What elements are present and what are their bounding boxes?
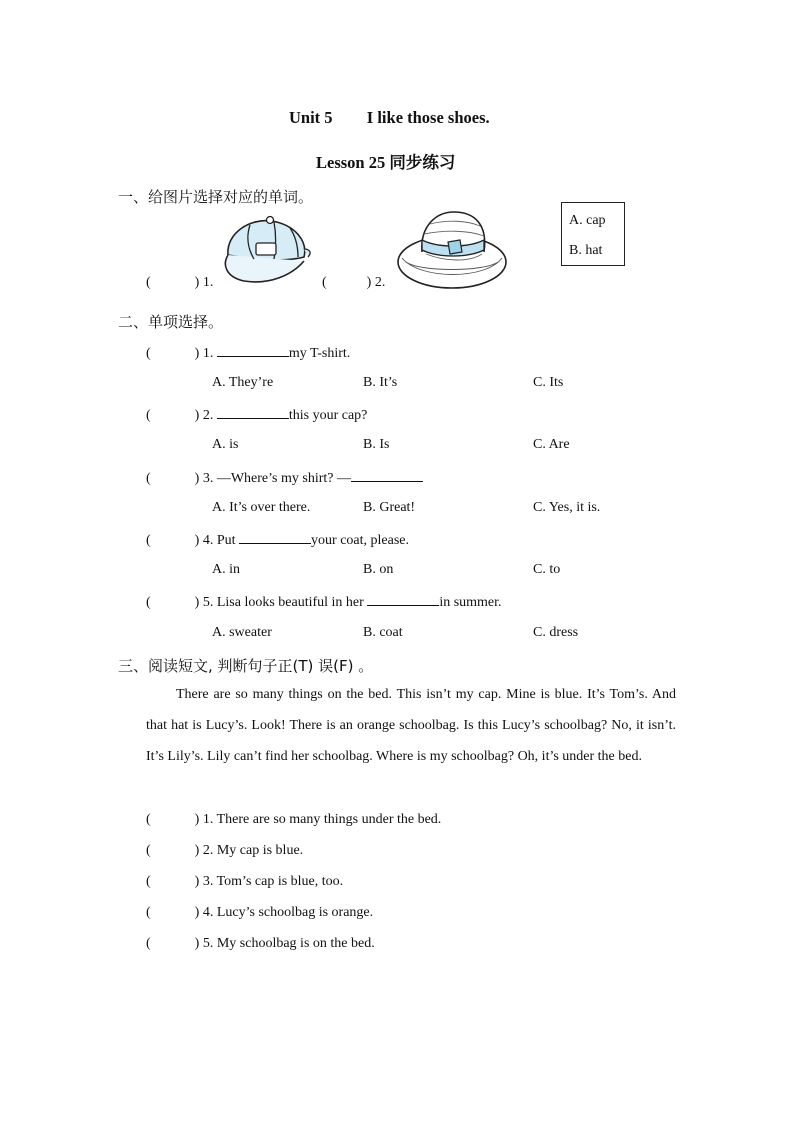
answer-blank[interactable] (351, 469, 423, 482)
answer-bracket: ( (146, 905, 151, 920)
part3-heading: 三、阅读短文, 判断句子正(T) 误(F) 。 (118, 657, 374, 675)
passage-text: There are so many things on the bed. This isn’t my cap. Mine is blue. It’s Tom’s. And that hat is Lucy’s. Look! There is an orange schoolbag. Is this Lucy’s schoolbag? No, it isn’t. It’s Lily’s. Lily can’t find her schoolbag. Where is my schoolbag? Oh, it’s under the bed. (146, 687, 676, 764)
mc-option-4c: C. to (533, 562, 561, 577)
answer-blank[interactable] (239, 531, 311, 544)
answer-bracket: ( (146, 812, 151, 827)
word-options-box (561, 202, 625, 266)
answer-blank[interactable] (217, 406, 289, 419)
part1-question-1 (146, 275, 213, 291)
question-text-end: your coat, please. (311, 533, 409, 548)
answer-bracket: ( (146, 346, 151, 361)
option-a: A. cap (569, 213, 606, 228)
answer-blank[interactable] (367, 593, 439, 606)
mc-option-1b: B. It’s (363, 375, 398, 390)
statement-number: ) 4. (194, 905, 214, 920)
part1-heading: 一、给图片选择对应的单词。 (118, 188, 314, 206)
unit-title (289, 108, 490, 128)
reading-passage (146, 679, 676, 772)
mc-option-3c: C. Yes, it is. (533, 500, 601, 515)
mc-option-1a: A. They’re (212, 375, 274, 390)
question-text: my T-shirt. (288, 346, 351, 361)
answer-bracket: ( (146, 471, 151, 486)
answer-bracket-open: ( (322, 275, 327, 290)
mc-option-3a: A. It’s over there. (212, 500, 311, 515)
question-number: ) 2. (194, 408, 214, 423)
mc-question-4 (146, 531, 409, 549)
question-text-end: in summer. (439, 595, 502, 610)
answer-bracket: ( (146, 595, 151, 610)
answer-blank[interactable] (217, 344, 289, 357)
answer-bracket: ( (146, 874, 151, 889)
question-number: ) 1. (194, 346, 214, 361)
statement-text: My schoolbag is on the bed. (216, 936, 375, 951)
mc-question-1 (146, 344, 350, 362)
part1-question-2 (322, 275, 385, 291)
statement-text: There are so many things under the bed. (216, 812, 442, 827)
unit-subtitle: I like those shoes. (366, 108, 490, 127)
answer-bracket: ( (146, 408, 151, 423)
tf-statement-5 (146, 936, 375, 952)
mc-question-2 (146, 406, 367, 424)
part2-heading: 二、单项选择。 (118, 313, 224, 331)
mc-option-1c: C. Its (533, 375, 564, 390)
unit-number: Unit 5 (289, 108, 333, 127)
tf-statement-4 (146, 905, 373, 921)
mc-option-5c: C. dress (533, 625, 579, 640)
question-number: 1. (202, 275, 214, 290)
baseball-cap-illustration (220, 213, 315, 285)
question-text: —Where’s my shirt? — (216, 471, 351, 486)
statement-number: ) 5. (194, 936, 214, 951)
question-number: ) 4. (194, 533, 214, 548)
mc-option-5b: B. coat (363, 625, 403, 640)
mc-option-4a: A. in (212, 562, 240, 577)
tf-statement-3 (146, 874, 343, 890)
mc-question-5 (146, 593, 502, 611)
answer-bracket: ( (146, 936, 151, 951)
mc-option-3b: B. Great! (363, 500, 416, 515)
mc-option-2a: A. is (212, 437, 239, 452)
question-text: this your cap? (288, 408, 368, 423)
question-number: ) 3. (194, 471, 214, 486)
statement-text: My cap is blue. (216, 843, 304, 858)
question-text: Put (216, 533, 240, 548)
tf-statement-1 (146, 812, 441, 828)
statement-text: Tom’s cap is blue, too. (216, 874, 344, 889)
tf-statement-2 (146, 843, 303, 859)
statement-text: Lucy’s schoolbag is orange. (216, 905, 374, 920)
answer-bracket-close: ) (366, 275, 372, 290)
mc-option-2c: C. Are (533, 437, 570, 452)
statement-number: ) 1. (194, 812, 214, 827)
statement-number: ) 2. (194, 843, 214, 858)
question-number: 2. (374, 275, 386, 290)
answer-bracket-open: ( (146, 275, 151, 290)
question-text: Lisa looks beautiful in her (216, 595, 368, 610)
answer-bracket: ( (146, 843, 151, 858)
answer-bracket-close: ) (194, 275, 200, 290)
mc-option-4b: B. on (363, 562, 394, 577)
lesson-title: Lesson 25 同步练习 (316, 153, 456, 172)
mc-option-2b: B. Is (363, 437, 390, 452)
statement-number: ) 3. (194, 874, 214, 889)
option-b: B. hat (569, 243, 603, 258)
answer-bracket: ( (146, 533, 151, 548)
mc-option-5a: A. sweater (212, 625, 272, 640)
sun-hat-illustration (396, 210, 508, 290)
mc-question-3 (146, 469, 423, 487)
question-number: ) 5. (194, 595, 214, 610)
